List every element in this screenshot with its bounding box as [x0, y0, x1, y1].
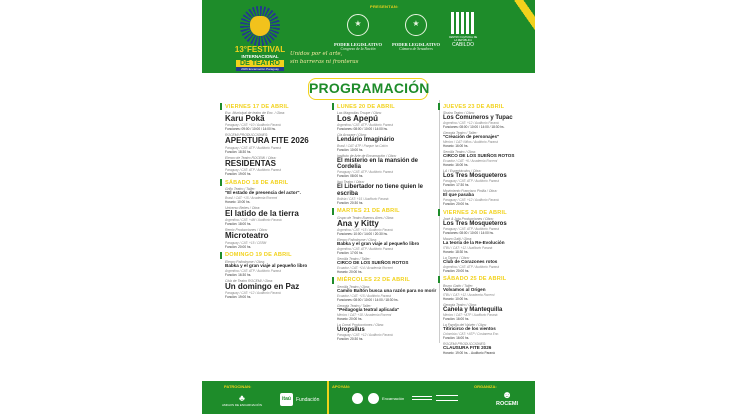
day-header [438, 209, 546, 216]
event-organizer: Mauro Gatti / Obra: [443, 237, 473, 242]
event-item [443, 150, 546, 167]
day-header [220, 103, 328, 110]
day-label: SÁBADO 18 DE ABRIL [225, 179, 289, 186]
event-organizer: José & Jota Producciones / Obra: [443, 217, 494, 222]
event-item [225, 156, 328, 176]
event-organizer: Esc. Municipal de teatro de Enc. / Obra: [225, 111, 285, 115]
event-time: Función: 08:00 hs. [337, 174, 364, 179]
event-item [337, 216, 439, 236]
event-organizer: Georgia Teatro / Taller: [337, 303, 372, 308]
event-meta: Paraguay / CAT: ATP / Auditorio Paraná [225, 168, 281, 173]
event-item [337, 238, 439, 255]
corner-stripe [508, 0, 535, 38]
event-organizer: Instituto de Arte de Encarnación / Obra: [337, 153, 397, 158]
senado-logo [388, 14, 444, 51]
footer-divider [327, 381, 329, 414]
event-title: Titiricirco de los vientos [443, 326, 496, 332]
event-item [225, 111, 328, 131]
event-title: Los Tres Mosqueteros [443, 172, 507, 179]
schedule-column-1 [220, 100, 328, 301]
rocemi-name: ROCEMI [496, 401, 518, 407]
event-item [443, 284, 546, 301]
event-item [225, 133, 328, 153]
event-meta: Paraguay / CAT: ATP / Auditorio Paraná [337, 170, 393, 175]
event-organizer: Elenco Palindrome / Obra: [225, 259, 265, 264]
event-time: Horario: 10:00 hs. [225, 199, 251, 204]
itau-logo: itaú [280, 393, 293, 406]
day-header [438, 103, 546, 110]
event-meta: México / CAT: +ATP / Auditorio Paraná [443, 313, 498, 318]
event-organizer: ROCEMI PRODUCCIONES: [225, 133, 269, 138]
event-organizer: Remix Producciones / Obra: [225, 228, 268, 233]
day-marker [438, 276, 440, 283]
event-meta: Colombia / CAT: +ATP / Costanera Enc. [443, 331, 500, 336]
event-meta: ITBU / CAT: +12 / Auditorio Paraná [443, 246, 493, 251]
event-title: Lendário Imaginário [337, 137, 395, 144]
event-title: Babka y el gran viaje al pequeño libro [337, 241, 420, 247]
event-item [337, 180, 439, 205]
amigos-name: AMIGOS DE ENCARNACIÓN [221, 403, 262, 407]
event-item [337, 285, 439, 302]
event-organizer: ROCEMI PRODUCCIONES: [443, 341, 487, 346]
masks-icon: ☻ [501, 390, 513, 401]
apoyan-label: APOYAN: [332, 384, 351, 389]
event-title: Los Tres Mosqueteros [443, 221, 507, 228]
event-time: Función: 20:30 hs. [337, 200, 364, 205]
event-item [337, 111, 439, 131]
day-label: JUEVES 23 DE ABRIL [443, 103, 505, 110]
building-icon [451, 12, 475, 34]
event-time: Horario: 10:00 hs. [443, 296, 469, 301]
event-title: Club de Corazones rotos [443, 259, 498, 265]
event-title: Canela y Mantequilla [443, 306, 503, 313]
event-organizer: Grillo Teatro / Taller: [225, 187, 256, 192]
event-organizer: Club de Teatro ROCEMI / Obra: [225, 278, 273, 283]
festival-line2: INTERNACIONAL [241, 54, 279, 59]
festival-line3: DE TEATRO [236, 60, 284, 67]
slogan [290, 50, 358, 66]
institution-logo [436, 395, 458, 401]
event-organizer: La Corral Producciones / Obra: [337, 322, 384, 327]
event-organizer: LA / Espectáculos / Obra: [443, 168, 482, 173]
event-time: Función: 16:00 hs. [443, 317, 470, 322]
day-marker [332, 208, 334, 215]
slogan-line2: sin barreras ni fronteras [290, 59, 359, 65]
sponsor-name: PODER LEGISLATIVO [334, 42, 382, 47]
event-time: Función: 19:00 hs. [225, 172, 252, 177]
event-meta: Paraguay / CAT: +12 / Auditorio Paraná [443, 198, 499, 203]
day-label: SÁBADO 25 DE ABRIL [443, 276, 507, 283]
sponsor-sub: Cámara de Senadores [399, 47, 433, 51]
event-meta: Argentina / CAT: ATP / Auditorio Paraná [225, 268, 281, 273]
event-organizer: Elenco de Teatro ROCEMI / Obra: [225, 155, 277, 160]
day-marker [220, 252, 222, 259]
event-title: Ana y Kitty [337, 218, 379, 228]
cabildo-logo [448, 12, 478, 48]
event-time: Función: 19:00 hs. [225, 294, 252, 299]
event-meta: Argentina / CAT: ATP / Auditorio Paraná [337, 123, 393, 128]
event-title: Babka y el gran viaje al pequeño libro [225, 262, 308, 268]
event-item [225, 228, 328, 248]
event-time: Funciones: 08:00 / 10:00 / 14:00 / 18:30 hs. [443, 125, 505, 130]
fundacion-label: Fundación [296, 397, 320, 403]
event-time: Función: 18:00 hs. [225, 222, 252, 227]
day-label: DOMINGO 19 DE ABRIL [225, 252, 292, 259]
event-title: El que pasaba [443, 192, 474, 198]
event-item [337, 323, 439, 341]
event-organizer: Georgia Teatro / Taller: [443, 131, 478, 136]
event-time: Horario: 16:00 hs. [443, 162, 469, 167]
festival-edition: 13°FESTIVAL [234, 45, 286, 54]
event-meta: Brasil / CAT: ATP / Parque ha Calón [337, 143, 388, 148]
presentan-label: PRESENTAN: [370, 4, 399, 9]
event-time: Horario: 19:00 hs. - Auditorio Paraná [443, 350, 495, 355]
event-organizer: La Tapera / Obra: [443, 256, 470, 261]
people-icon: ♣ [239, 393, 245, 403]
event-title: Uropsilus [337, 326, 365, 333]
poster-header [202, 0, 535, 73]
event-meta: Paraguay / CAT: +15 / CEBM [225, 240, 267, 245]
event-organizer: Movimiento Francisco Pinilla / Obra: [443, 189, 498, 194]
event-meta: Argentina / CAT: +12 / Auditorio Paraná [443, 121, 499, 126]
event-time: Funciones: 09:00 / 10:00 / 14:00 hs. [225, 127, 276, 132]
day-header [332, 277, 439, 284]
event-meta: Brasil / CAT: +15 / Academia Rocemi [225, 195, 278, 200]
event-item [337, 257, 439, 274]
event-item [443, 217, 546, 235]
event-meta: Paraguay / CAT: ATP / Auditorio Paraná [443, 227, 499, 232]
event-organizer: Grupo de Teatro Buenos Aires / Obra: [337, 215, 394, 220]
event-item [225, 187, 328, 204]
institution-logo [412, 396, 432, 400]
schedule-column-3 [438, 100, 546, 357]
event-item [443, 169, 546, 187]
event-item [443, 323, 546, 340]
event-title: Karu Pokã [225, 114, 265, 123]
event-meta: Argentina / CAT: +15 / Auditorio Paraná [337, 228, 393, 233]
event-title: RESIDENTAS [225, 158, 276, 168]
event-time: Función: 10:00 hs. [337, 147, 364, 152]
event-meta: Ecuador / CAT: +15 / Auditorio Paraná [337, 293, 391, 298]
event-meta: ITBU / CAT: +12 / Academia Rocemi [443, 292, 495, 297]
day-marker [332, 103, 334, 110]
day-marker [220, 103, 222, 110]
schedule-column-2 [332, 100, 440, 343]
day-label: MARTES 21 DE ABRIL [337, 208, 400, 215]
event-title: Volvamos al Origen [443, 286, 486, 292]
organiza-label: ORGANIZA: [474, 384, 497, 389]
event-meta: Paraguay / CAT: ATP / Auditorio Paraná [225, 145, 281, 150]
day-marker [332, 277, 334, 284]
event-meta: Bolivia / CAT: +15 / Auditorio Paraná [337, 196, 389, 201]
day-header [220, 179, 328, 186]
event-meta: México / CAT: +18 / Academia Rocemi [337, 312, 392, 317]
event-title: El misterio en la mansión de Cordelia [337, 157, 419, 170]
event-title: CLAUSURA FITE 2026 [443, 344, 492, 350]
event-meta: Paraguay / CAT: ATP / Auditorio Paraná [443, 179, 499, 184]
event-organizer: Elenco Palindrome / Obra: [337, 238, 377, 243]
event-time: Función: 17:30 hs. [443, 183, 470, 188]
event-organizer: Bruno Gatto / Taller: [443, 283, 474, 288]
event-time: Función: 17:00 hs. [337, 251, 364, 256]
page-title: PROGRAMACIÓN [308, 78, 428, 100]
event-item [337, 154, 439, 179]
event-item [225, 260, 328, 277]
event-title: CIRCO DE LOS SUEÑOS ROTOS [337, 260, 409, 266]
theatre-masks-icon [250, 16, 270, 36]
day-label: LUNES 20 DE ABRIL [337, 103, 395, 110]
event-meta: Argentina / CAT: ATP / Auditorio Paraná [443, 264, 499, 269]
day-marker [438, 209, 440, 216]
event-organizer: Semilla Teatro / Obra: [443, 150, 476, 155]
event-organizer: Shaira Teatro / Obra: [443, 111, 475, 115]
day-label: VIERNES 24 DE ABRIL [443, 209, 507, 216]
sponsor-sub: Congreso de la Nación [340, 47, 376, 51]
event-meta: México / CAT: Niños / Auditorio Paraná [443, 140, 498, 145]
event-title: La teoría de la Re-Evolución [443, 240, 505, 246]
event-time: Horario: 20:00 hs. [337, 316, 363, 321]
festival-logo [230, 6, 290, 72]
day-header [438, 276, 546, 283]
event-organizer: Las Magnolias Troupe / Obra: [337, 111, 382, 115]
festival-poster [202, 0, 535, 414]
event-time: Función: 18:30 hs. [225, 149, 252, 154]
day-header [220, 252, 328, 259]
event-item [443, 131, 546, 148]
event-meta: Paraguay / CAT: +12 / Auditorio Paraná [225, 290, 281, 295]
event-title: APERTURA FITE 2026 [225, 136, 309, 146]
day-marker [438, 103, 440, 110]
event-title: Microteatro [225, 231, 269, 241]
event-meta: Paraguay / CAT: +12 / Auditorio Paraná [337, 332, 393, 337]
event-time: Funciones: 08:00 / 10:00 / 14:00 / 18:30 hs. [337, 297, 399, 302]
slogan-line1: Unidos por el arte, [290, 51, 343, 57]
day-marker [220, 179, 222, 186]
poster-footer [202, 381, 535, 414]
event-time: Función: 20:30 hs. [337, 336, 364, 341]
event-item [443, 189, 546, 206]
encarnacion-icon [368, 393, 379, 404]
event-organizer: Cia Acozare / Obra: [337, 133, 367, 138]
national-seal-icon [347, 14, 369, 36]
municipal-seal-icon [352, 393, 363, 404]
event-meta: Argentina / CAT: +4M / Auditorio Paraná [225, 218, 282, 223]
event-item [225, 206, 328, 226]
event-item [337, 304, 439, 321]
day-header [332, 208, 439, 215]
event-organizer: Semilla Teatro / Taller: [337, 257, 371, 262]
event-time: Función: 16:30 hs. [225, 272, 252, 277]
event-item [225, 279, 328, 299]
event-title: Los Comuneros y Tupac [443, 115, 513, 121]
national-seal-icon [405, 14, 427, 36]
festival-line4: 2026 Encarnación Paraguay [236, 67, 284, 71]
event-organizer: La Familia del Vaivén / Obra: [443, 323, 487, 328]
event-item [443, 303, 546, 321]
event-title: CIRCO DE LOS SUEÑOS ROTOS [443, 153, 515, 159]
event-item [443, 111, 546, 129]
congreso-logo [330, 14, 386, 51]
event-time: Horario: 20:00 hs. [337, 269, 363, 274]
amigos-logo [212, 393, 272, 407]
event-meta: Paraguay / CAT: +10 / Auditorio Paraná [225, 123, 281, 128]
day-label: VIERNES 17 DE ABRIL [225, 103, 289, 110]
sponsor-name: PODER LEGISLATIVO [392, 42, 440, 47]
event-organizer: Georgia Teatro / Obra: [443, 302, 477, 307]
event-meta: Ecuador / CAT: +6 / Academia Rocemi [443, 158, 498, 163]
cabildo-top: CENTRO CULTURAL DE LA REPÚBLICA [448, 36, 478, 42]
event-title: "Pedagogía teatral aplicada" [337, 306, 400, 312]
event-title: Los Apepú [337, 114, 379, 123]
event-item [337, 133, 439, 151]
cabildo-name: CABILDO [452, 42, 474, 48]
encarnacion-label: Encarnación [382, 396, 405, 401]
event-title: "Creación de personajes" [443, 134, 500, 140]
event-title: El Libertador no tiene quien le escriba [337, 184, 424, 197]
event-time: Función: 16:00 hs. [443, 335, 470, 340]
event-item [443, 342, 546, 355]
event-title: El latido de la tierra [225, 208, 299, 218]
event-time: Funciones: 08:00 / 10:00 / 14:00 hs. [443, 231, 494, 236]
event-time: Funciones: 08:00 / 10:00 / 14:00 hs. [337, 127, 388, 132]
patrocinan-label: PATROCINAN: [224, 384, 252, 389]
event-time: Horario: 16:00 hs. [443, 144, 469, 149]
event-item [443, 256, 546, 273]
event-time: Función: 20:00 hs. [443, 268, 470, 273]
event-title: Un domingo en Paz [225, 281, 300, 291]
event-organizer: Universo Bebes / Obra: [225, 205, 261, 210]
event-time: Horario: 18:30 hs. [443, 250, 469, 255]
day-label: MIÉRCOLES 22 DE ABRIL [337, 277, 410, 284]
event-time: Función: 20:00 hs. [225, 244, 252, 249]
event-time: Funciones: 10:00 / 14:00 / 20:30 hs. [337, 232, 388, 237]
event-meta: Ecuador / CAT: +14 / Academia Rocemi [337, 265, 394, 270]
event-meta: Argentina / CAT: ATP / Auditorio Paraná [337, 247, 393, 252]
event-organizer: Semilla Teatro / Obra: [337, 284, 370, 289]
event-time: Función: 20:00 hs. [443, 202, 470, 207]
rocemi-logo [492, 390, 522, 407]
event-item [443, 237, 546, 254]
event-title: Camilo Baltón busca una razón para no morir [337, 287, 437, 293]
day-header [332, 103, 439, 110]
event-organizer: Itaú Teatro / Obra: [337, 180, 365, 185]
event-title: "El estado de presencia del actor". [225, 190, 301, 196]
